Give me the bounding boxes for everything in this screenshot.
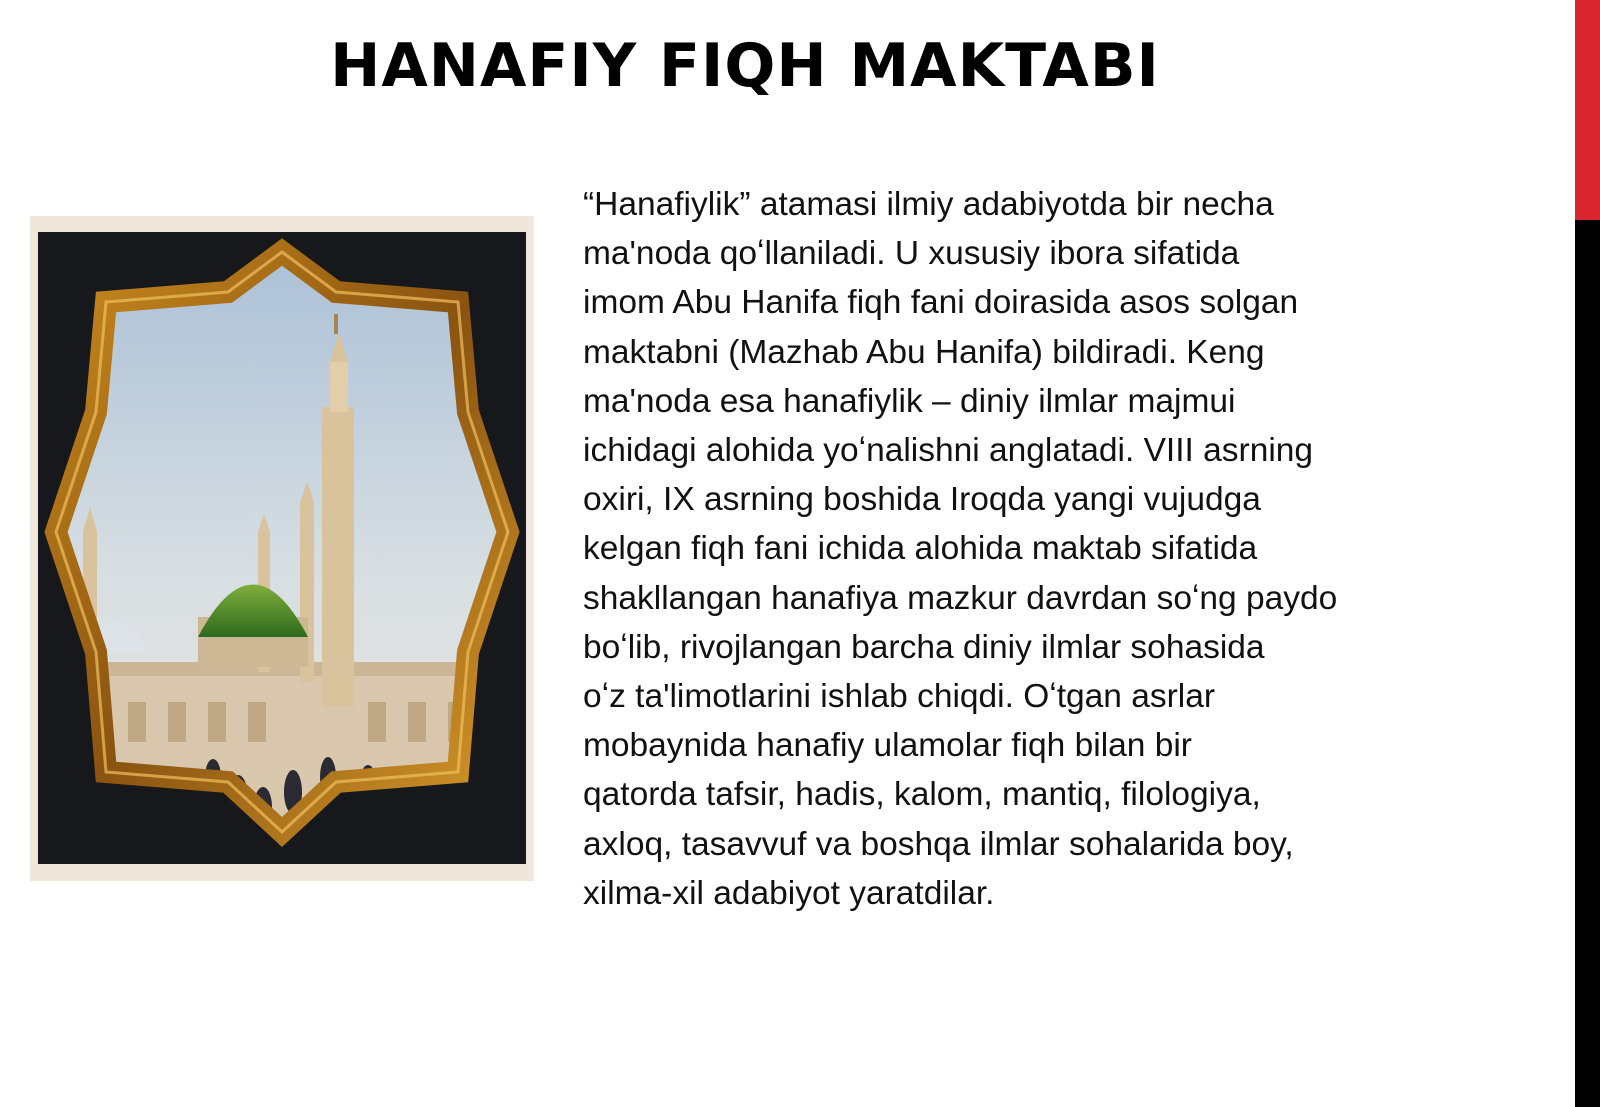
- paragraph-line: imom Abu Hanifa fiqh fani doirasida asos solgan: [583, 284, 1299, 322]
- mosque-photo: [30, 216, 534, 881]
- paragraph-line: xilma-xil adabiyot yaratdilar.: [583, 874, 995, 912]
- paragraph-line: ma'noda esa hanafiylik – diniy ilmlar majmui: [583, 382, 1236, 420]
- accent-bar-red-segment: [1575, 0, 1600, 220]
- accent-bar: [1575, 0, 1600, 1107]
- paragraph-line: ichidagi alohida yoʻnalishni anglatadi. VIII asrning: [583, 432, 1314, 470]
- paragraph-line: kelgan fiqh fani ichida alohida maktab sifatida: [583, 530, 1258, 568]
- body-paragraph: [583, 180, 1483, 918]
- paragraph-line: oʻz ta'limotlarini ishlab chiqdi. Oʻtgan asrlar: [583, 678, 1216, 716]
- paragraph-line: qatorda tafsir, hadis, kalom, mantiq, filologiya,: [583, 776, 1261, 814]
- slide-title: HANAFIY FIQH MAKTABI: [330, 31, 1160, 101]
- paragraph-line: axloq, tasavvuf va boshqa ilmlar sohalarida boy,: [583, 825, 1294, 863]
- mosque-through-star-window-icon: [38, 232, 526, 864]
- paragraph-line: “Hanafiylik” atamasi ilmiy adabiyotda bir necha: [583, 186, 1274, 223]
- paragraph-line: oxiri, IX asrning boshida Iroqda yangi vujudga: [583, 481, 1261, 519]
- paragraph-line: boʻlib, rivojlangan barcha diniy ilmlar sohasida: [583, 628, 1265, 666]
- paragraph-line: mobaynida hanafiy ulamolar fiqh bilan bir: [583, 727, 1192, 765]
- paragraph-line: ma'noda qoʻllaniladi. U xususiy ibora sifatida: [583, 235, 1240, 273]
- paragraph-line: shakllangan hanafiya mazkur davrdan soʻng paydo: [583, 579, 1338, 617]
- paragraph-line: maktabni (Mazhab Abu Hanifa) bildiradi. Keng: [583, 333, 1265, 371]
